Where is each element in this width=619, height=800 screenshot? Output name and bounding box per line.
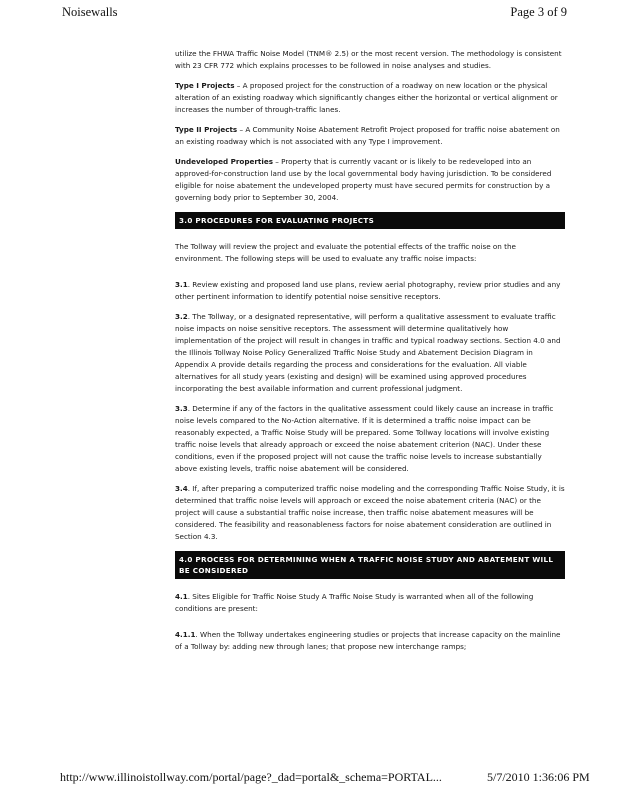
item-3-4 xyxy=(175,483,565,543)
item-text: . Sites Eligible for Traffic Noise Study A Traffic Noise Study is warranted when all of the following conditions are present: xyxy=(175,592,534,613)
item-number: 4.1 xyxy=(175,592,188,601)
section-4-heading: 4.0 PROCESS FOR DETERMINING WHEN A TRAFFIC NOISE STUDY AND ABATEMENT WILL BE CONSIDERED xyxy=(175,551,565,579)
intro-paragraph: utilize the FHWA Traffic Noise Model (TNM® 2.5) or the most recent version. The methodology is consistent with 23 CFR 772 which explains processes to be followed in noise analyses and studies. xyxy=(175,49,562,70)
item-3-2 xyxy=(175,311,565,395)
item-3-1 xyxy=(175,279,565,303)
definition-term: Type I Projects xyxy=(175,81,235,90)
document-body xyxy=(175,48,565,661)
definition-text: – Property that is currently vacant or is likely to be redeveloped into an approved-for-construction land use by the local governmental body having jurisdiction. To be considered eligible for noise abatement the undeveloped property must have secured permits for construction by a governing body prior to September 30, 2004. xyxy=(175,157,552,202)
document-title: Noisewalls xyxy=(62,5,118,19)
print-timestamp: 5/7/2010 1:36:06 PM xyxy=(487,770,590,784)
definition-undeveloped xyxy=(175,156,565,204)
item-number: 3.4 xyxy=(175,484,188,493)
item-4-1-1 xyxy=(175,629,565,653)
item-text: . The Tollway, or a designated representative, will perform a qualitative assessment to evaluate traffic noise impacts on noise sensitive receptors. The assessment will determine qualitatively how implementation of the project will result in changes in traffic and typical roadway sections. Section 4.0 and the Illinois Tollway Noise Policy Generalized Traffic Noise Study and Abatement Decision Diagram in Appendix A provide details regarding the process and considerations for the evaluation. All viable alternatives for all study years (existing and design) will be examined using approved procedures incorporating the best available information and current professional judgment. xyxy=(175,312,561,393)
definition-text: – A Community Noise Abatement Retrofit Project proposed for traffic noise abatement on an existing roadway which is not associated with any Type I improvement. xyxy=(175,125,560,146)
item-number: 3.2 xyxy=(175,312,188,321)
item-number: 3.1 xyxy=(175,280,188,289)
definition-term: Undeveloped Properties xyxy=(175,157,273,166)
item-text: . If, after preparing a computerized traffic noise modeling and the corresponding Traffic Noise Study, it is determined that traffic noise levels will approach or exceed the noise abatement criteria (NAC) or the project will cause a substantial traffic noise increase, then traffic noise abatement measures will be considered. The feasibility and reasonableness factors for noise abatement consideration are outlined in Section 4.3. xyxy=(175,484,565,541)
item-number: 3.3 xyxy=(175,404,188,413)
item-text: . When the Tollway undertakes engineering studies or projects that increase capacity on the mainline of a Tollway by: adding new through lanes; that propose new interchange ramps; xyxy=(175,630,561,651)
definition-text: – A proposed project for the construction of a roadway on new location or the physical alteration of an existing roadway which significantly changes either the horizontal or vertical alignment or increases the number of through-traffic lanes. xyxy=(175,81,558,114)
item-4-1 xyxy=(175,591,565,615)
definition-term: Type II Projects xyxy=(175,125,238,134)
item-number: 4.1.1 xyxy=(175,630,196,639)
item-text: . Review existing and proposed land use plans, review aerial photography, review prior studies and any other pertinent information to identify potential noise sensitive receptors. xyxy=(175,280,561,301)
item-3-3 xyxy=(175,403,565,475)
section-3-intro: The Tollway will review the project and evaluate the potential effects of the traffic noise on the environment. The following steps will be used to evaluate any traffic noise impacts: xyxy=(175,242,516,263)
page-number: Page 3 of 9 xyxy=(510,5,567,19)
source-url: http://www.illinoistollway.com/portal/page?_dad=portal&_schema=PORTAL... xyxy=(60,770,442,784)
item-text: . Determine if any of the factors in the qualitative assessment could likely cause an increase in traffic noise levels compared to the No-Action alternative. If it is determined a traffic noise impact can be reasonably expected, a Traffic Noise Study will be prepared. Some Tollway locations will involve existing traffic noise levels that already approach or exceed the noise abatement criterion (NAC). Under these conditions, even if the proposed project will not cause the traffic noise levels to increase substantially above existing levels, traffic noise abatement will be considered. xyxy=(175,404,554,473)
section-3-heading: 3.0 PROCEDURES FOR EVALUATING PROJECTS xyxy=(175,212,565,229)
definition-type-1 xyxy=(175,80,565,116)
definition-type-2 xyxy=(175,124,565,148)
